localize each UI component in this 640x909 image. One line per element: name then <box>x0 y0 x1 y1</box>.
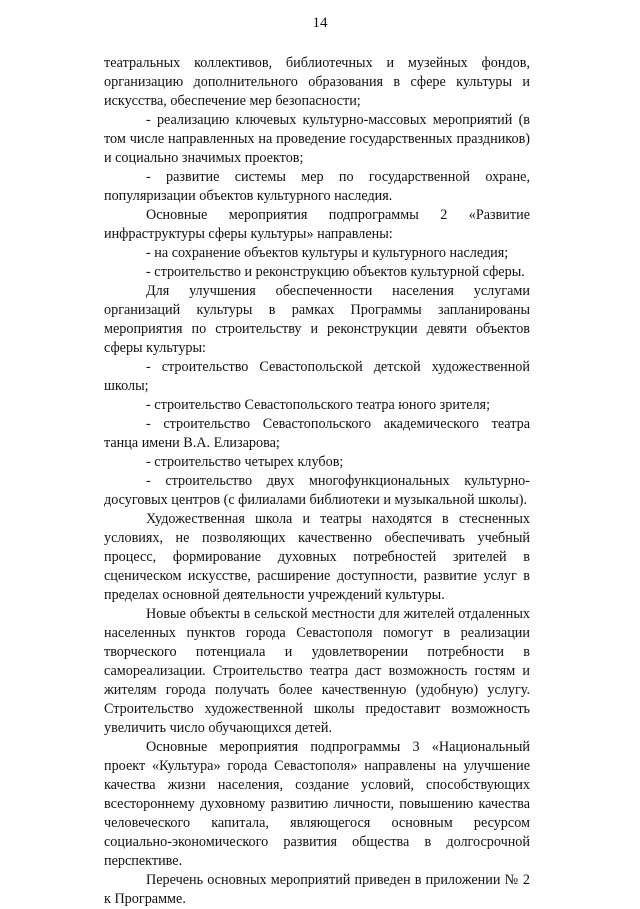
paragraph: - строительство Севастопольской детской художественной школы; <box>104 359 530 394</box>
paragraph: Художественная школа и театры находятся в стесненных условиях, не позволяющих качественно обеспечивать учебный процесс, формирование духовных потребностей зрителей в сценическом искусстве, расширение доступности, развитие услуг в пределах основной деятельности учреждений культуры. <box>104 511 530 603</box>
paragraph: - строительство четырех клубов; <box>146 454 344 470</box>
paragraph: Основные мероприятия подпрограммы 2 «Развитие инфраструктуры сферы культуры» направлены: <box>104 207 530 242</box>
paragraph: - строительство двух многофункциональных культурно-досуговых центров (с филиалами библиотеки и музыкальной школы). <box>104 473 530 508</box>
paragraph: - строительство Севастопольского академического театра танца имени В.А. Елизарова; <box>104 416 530 451</box>
paragraph: - развитие системы мер по государственной охране, популяризации объектов культурного наследия. <box>104 169 530 204</box>
paragraph: Новые объекты в сельской местности для жителей отдаленных населенных пунктов города Севастополя помогут в реализации творческого потенциала и удовлетворении потребности в самореализации. Строительство театра даст возможность гостям и жителям города получать более качественную (удобную) услугу. Строительство художественной школы предоставит возможность увеличить число обучающихся детей. <box>104 606 530 736</box>
paragraph: Для улучшения обеспеченности населения услугами организаций культуры в рамках Программы запланированы мероприятия по строительству и реконструкции девяти объектов сферы культуры: <box>104 283 530 356</box>
paragraph: Перечень основных мероприятий приведен в приложении № 2 к Программе. <box>104 872 530 907</box>
paragraph: Основные мероприятия подпрограммы 3 «Национальный проект «Культура» города Севастополя» направлены на улучшение качества жизни населения, создание условий, способствующих всестороннему духовному развитию личности, повышению качества человеческого капитала, являющегося основным ресурсом социально-экономического развития общества в долгосрочной перспективе. <box>104 739 530 869</box>
paragraph: театральных коллективов, библиотечных и музейных фондов, организацию дополнительного образования в сфере культуры и искусства, обеспечение мер безопасности; <box>104 55 530 109</box>
paragraph: - строительство и реконструкцию объектов культурной сферы. <box>146 264 525 280</box>
page-number: 14 <box>312 15 328 31</box>
paragraph: - реализацию ключевых культурно-массовых мероприятий (в том числе направленных на проведение государственных праздников) и социально значимых проектов; <box>104 112 530 166</box>
paragraph: - строительство Севастопольского театра юного зрителя; <box>146 397 491 413</box>
document-body <box>104 54 530 909</box>
paragraph: - на сохранение объектов культуры и культурного наследия; <box>146 245 509 261</box>
